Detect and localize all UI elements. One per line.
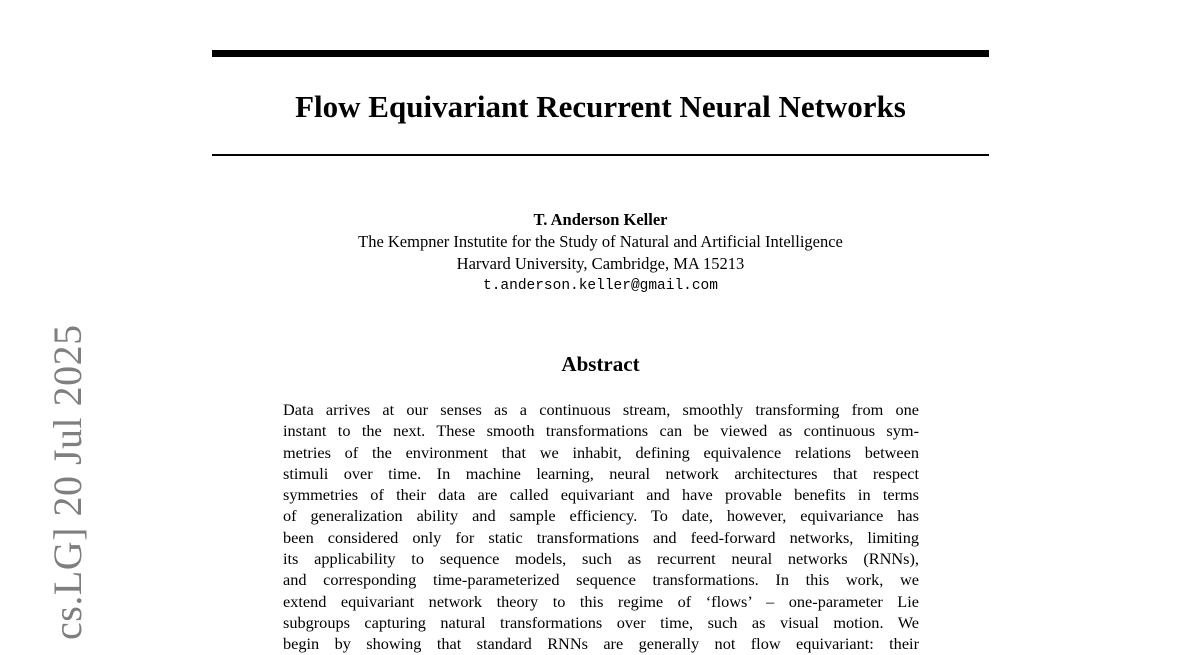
abstract-line: extend equivariant network theory to this regime of ‘flows’ – one-parameter Lie (283, 591, 919, 611)
abstract-line: been considered only for static transformations and feed-forward networks, limiting (283, 527, 919, 547)
abstract-line: metries of the environment that we inhabit, defining equivalence relations between (283, 442, 919, 462)
arxiv-identifier-stamp: cs.LG] 20 Jul 2025 (45, 324, 90, 640)
author-email: t.anderson.keller@gmail.com (483, 278, 718, 294)
author-block (212, 209, 989, 297)
paper-title: Flow Equivariant Recurrent Neural Networks (295, 89, 906, 124)
title-rule-top (212, 50, 989, 57)
author-address: Harvard University, Cambridge, MA 15213 (456, 254, 745, 273)
abstract-line: and corresponding time-parameterized sequence transformations. In this work, we (283, 570, 919, 590)
abstract-body (283, 399, 919, 655)
abstract-heading: Abstract (561, 352, 640, 376)
author-name: T. Anderson Keller (533, 210, 668, 229)
abstract-line: symmetries of their data are called equivariant and have provable benefits in terms (283, 485, 919, 505)
abstract-line: subgroups capturing natural transformations over time, such as visual motion. We (283, 612, 919, 632)
abstract-line: Data arrives at our senses as a continuous stream, smoothly transforming from one (283, 400, 919, 419)
abstract-line: instant to the next. These smooth transformations can be viewed as continuous sym- (283, 421, 919, 441)
abstract-line: its applicability to sequence models, such as recurrent neural networks (RNNs), (283, 549, 919, 569)
author-affiliation: The Kempner Instutite for the Study of Natural and Artificial Intelligence (358, 232, 843, 251)
title-rule-bottom (212, 154, 989, 156)
abstract-line: stimuli over time. In machine learning, neural network architectures that respect (283, 463, 919, 483)
abstract-line: of generalization ability and sample efficiency. To date, however, equivariance has (283, 506, 919, 526)
abstract-line: begin by showing that standard RNNs are generally not flow equivariant: their (283, 634, 919, 654)
